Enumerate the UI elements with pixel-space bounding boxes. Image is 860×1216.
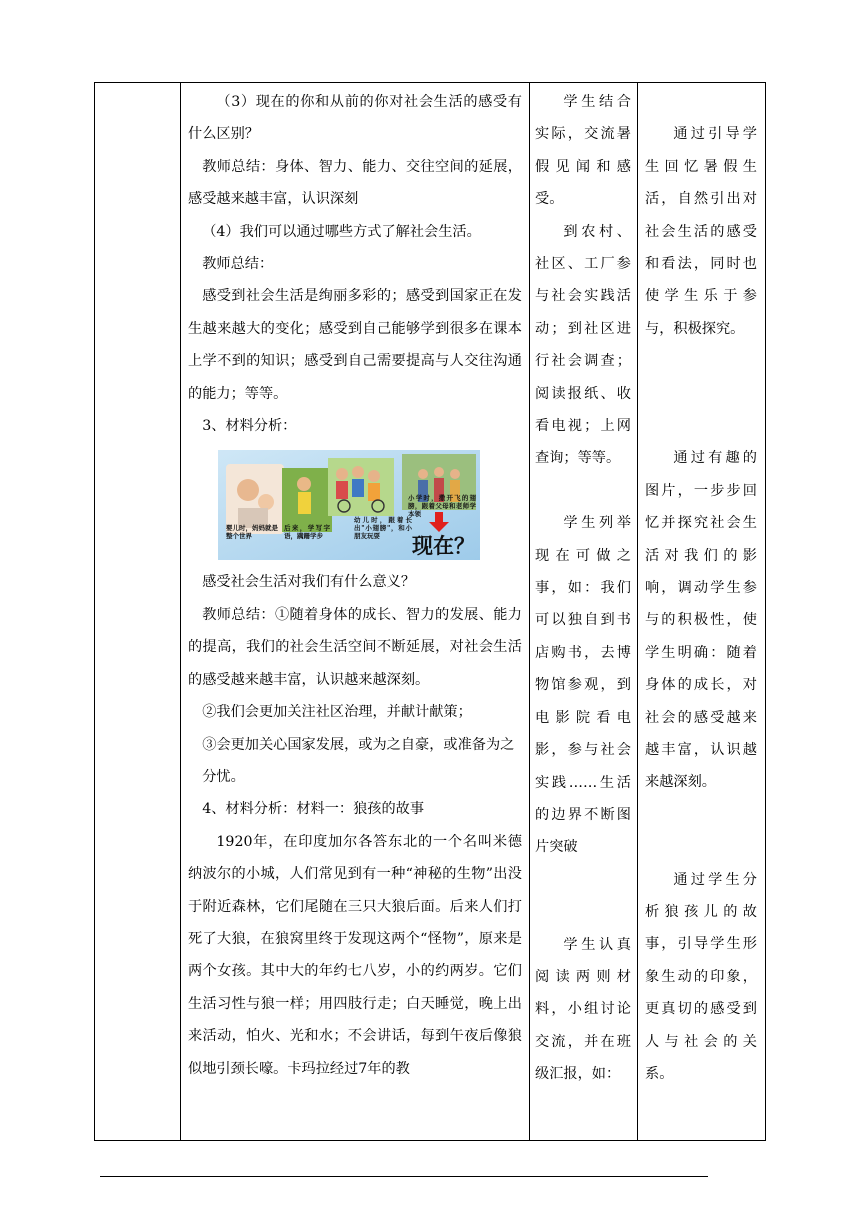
material-analysis-heading: 3、材料分析： bbox=[202, 418, 297, 435]
teacher-summary-2: 感受到社会生活是绚丽多彩的；感受到国家正在发生越来越大的变化；感受到自己能够学到很多在课本上学不到的知识；感受到自己需要提高与人交往沟通的能力；等等。 bbox=[188, 288, 522, 402]
teacher-summary-3: 教师总结：①随着身体的成长、智力的发展、能力的提高，我们的社会生活空间不断延展，对社会生活的感受越来越丰富，认识越来越深刻。 bbox=[188, 606, 522, 688]
student-activity-4: 学生认真阅读两则材料，小组讨论交流，并在班级汇报，如： bbox=[535, 936, 631, 1083]
design-intent-2: 通过有趣的图片，一步步回忆并探究社会生活对我们的影响，调动学生参与的积极性，使学生明确：随着身体的成长，对社会的感受越来越丰富，认识越来越深刻。 bbox=[645, 450, 757, 791]
point-3: ③会更加关心国家发展，或为之自豪，或准备为之 bbox=[202, 736, 515, 753]
table-divider bbox=[765, 82, 766, 1141]
student-activity-3: 学生列举现在可做之事，如：我们可以独自到书店购书，去博物馆参观，到电影院看电影，参与社会实践……生活的边界不断图片突破 bbox=[535, 515, 631, 856]
significance-question: 感受社会生活对我们有什么意义？ bbox=[202, 574, 416, 591]
image-caption: 小学时，撒开飞的翅膀，跟着父母和老师学本领 bbox=[408, 494, 476, 519]
teacher-summary-label: 教师总结： bbox=[202, 256, 274, 273]
now-label: 现在？ bbox=[412, 534, 475, 559]
question-3: （3）现在的你和从前的你对社会生活的感受有什么区别？ bbox=[188, 94, 522, 143]
student-activity-1: 学生结合实际，交流暑假见闻和感受。 bbox=[535, 94, 631, 208]
point-3-continued: 分忧。 bbox=[202, 768, 245, 785]
design-intent-3: 通过学生分析狼孩儿的故事，引导学生形象生动的印象，更真切的感受到人与社会的关系。 bbox=[645, 871, 757, 1083]
teaching-content-column bbox=[188, 82, 522, 1085]
footer-rule bbox=[100, 1176, 708, 1177]
growth-stages-image bbox=[218, 450, 480, 560]
table-divider bbox=[529, 82, 530, 1141]
point-2: ②我们会更加关注社区治理，并献计献策； bbox=[202, 704, 472, 721]
table-divider bbox=[637, 82, 638, 1141]
image-caption: 后来，学写字语，蹒跚学步 bbox=[284, 524, 330, 541]
design-intent-column bbox=[645, 82, 757, 1091]
design-intent-1: 通过引导学生回忆暑假生活，自然引出对社会生活的感受和看法，同时也使学生乐于参与，积极探究。 bbox=[645, 126, 757, 337]
student-activity-2: 到农村、社区、工厂参与社会实践活动；到社区进行社会调查；阅读报纸、收看电视；上网查询；等等。 bbox=[535, 223, 631, 467]
image-caption: 幼儿时，跟着长出"小翅膀"，和小朋友玩耍 bbox=[354, 516, 412, 541]
question-4: （4）我们可以通过哪些方式了解社会生活。 bbox=[202, 223, 481, 240]
table-divider bbox=[180, 82, 181, 1141]
wolf-child-story: 1920年，在印度加尔各答东北的一个名叫米德纳波尔的小城，人们常见到有一种“神秘的生物”出没于附近森林，它们尾随在三只大狼后面。后来人们打死了大狼，在狼窝里终于发现这两个“怪物”，原来是两个女孩。其中大的年约七八岁，小的约两岁。它们生活习性与狼一样；用四肢行走；白天睡觉，晚上出来活动，怕火、光和水；不会讲话，每到午夜后像狼似地引颈长嚎。卡玛拉经过7年的教 bbox=[188, 833, 522, 1077]
teacher-summary-1: 教师总结：身体、智力、能力、交往空间的延展，感受越来越丰富，认识深刻 bbox=[188, 158, 522, 208]
image-caption: 婴儿时，妈妈就是整个世界 bbox=[226, 524, 278, 541]
student-activity-column bbox=[535, 82, 631, 1091]
material-one-heading: 4、材料分析：材料一：狼孩的故事 bbox=[202, 801, 425, 818]
